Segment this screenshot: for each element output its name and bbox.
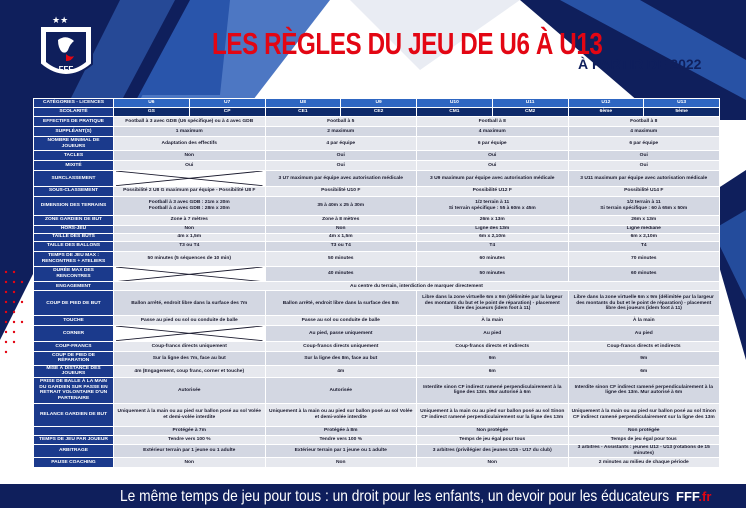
table-cell: 26m x 13m — [417, 215, 569, 225]
table-row — [34, 351, 720, 365]
table-row — [34, 127, 720, 137]
table-cell: Football à 3 avec GDB (U6 spécifique) ou à 4 avec GDB — [114, 117, 266, 127]
table-cell: Non — [265, 225, 417, 233]
table-cell: Ballon arrêté, endroit libre dans la surface des 7m — [114, 291, 266, 316]
row-label: TAILLE DES BUTS — [34, 233, 114, 241]
table-cell: Protégée à 8m — [265, 426, 417, 435]
table-row — [34, 241, 720, 251]
table-cell: 1/2 terrain à 11 Si terrain spécifique : 60 à 65m x 50m — [568, 196, 720, 215]
table-cell: 4m x 1,5m — [114, 233, 266, 241]
table-row — [34, 186, 720, 196]
row-label: SUPPLÉANT(S) — [34, 127, 114, 137]
column-header: CP — [189, 108, 265, 117]
table-cell: 4 par équipe — [265, 137, 417, 151]
table-cell: 2 minutes au milieu de chaque période — [568, 457, 720, 467]
table-cell: 60 minutes — [417, 251, 569, 266]
table-cell: T4 — [417, 241, 569, 251]
table-cell: Coup-francs directs uniquement — [265, 341, 417, 351]
row-label: PRISE DE BALLE À LA MAIN DU GARDIEN SUR PASSE EN RETRAIT VOLONTAIRE D'UN PARTENAIRE — [34, 377, 114, 403]
table-cell: 35 à 40m x 25 à 30m — [265, 196, 417, 215]
table-cell: Libre dans la zone virtuelle 6m x 9m (délimitée par la largeur des montants du but et le point de réparation) - placement libre des joueurs (idem foot à 11) — [568, 291, 720, 316]
table-cell: 4m (Engagement, coup franc, corner et touche) — [114, 365, 266, 377]
table-cell: Adaptation des effectifs — [114, 137, 266, 151]
table-row — [34, 403, 720, 426]
table-cell: Non — [265, 457, 417, 467]
table-cell: Zone à 8 mètres — [265, 215, 417, 225]
table-cell: Autorisée — [265, 377, 417, 403]
fff-crest-logo — [36, 14, 96, 88]
table-cell: Oui — [568, 161, 720, 171]
column-header: U10 — [417, 99, 493, 108]
table-cell: 4m x 1,5m — [265, 233, 417, 241]
table-cell: Football à 3 avec GDB : 21m x 20m Football à 4 avec GDB : 28m x 20m — [114, 196, 266, 215]
table-cell: Extérieur terrain par 1 jeune ou 1 adulte — [114, 444, 266, 457]
column-header: 6ème — [568, 108, 644, 117]
row-label: ENGAGEMENT — [34, 282, 114, 291]
table-cell: 6m x 2,10m — [417, 233, 569, 241]
table-cell: Ligne des 13m — [417, 225, 569, 233]
table-row — [34, 282, 720, 291]
column-header: U9 — [341, 99, 417, 108]
column-header: U7 — [189, 99, 265, 108]
row-label: DURÉE MAX DES RENCONTRES — [34, 266, 114, 282]
table-cell: 6m x 2,10m — [568, 233, 720, 241]
row-label: TAILLE DES BALLONS — [34, 241, 114, 251]
table-cell: T3 ou T4 — [265, 241, 417, 251]
table-cell: Interdite sinon CF indirect ramené perpendiculairement à la ligne des 13m. Mur autorisé à 6m — [417, 377, 569, 403]
table-row — [34, 215, 720, 225]
table-cell: Au pied — [417, 326, 569, 342]
table-cell: Oui — [417, 161, 569, 171]
table-row — [34, 365, 720, 377]
table-cell: Sur la ligne des 7m, face au but — [114, 351, 266, 365]
footer-slogan: Le même temps de jeu pour tous : un droit pour les enfants, un devoir pour les éducateurs — [120, 488, 670, 505]
column-header: CM1 — [417, 108, 493, 117]
table-row — [34, 196, 720, 215]
row-label — [34, 426, 114, 435]
column-header: U8 — [265, 99, 341, 108]
table-cell: Coup-francs directs et indirects — [417, 341, 569, 351]
table-cell: Ballon arrêté, endroit libre dans la surface des 8m — [265, 291, 417, 316]
table-row — [34, 435, 720, 444]
table-cell: Extérieur terrain par 1 jeune ou 1 adulte — [265, 444, 417, 457]
table-cell: 9m — [568, 351, 720, 365]
table-cell: 3 arbitres - Assistants : jeunes U12 - U13 (rotations de 15 minutes) — [568, 444, 720, 457]
row-label: COUP DE PIED DE BUT — [34, 291, 114, 316]
row-label: ZONE GARDIEN DE BUT — [34, 215, 114, 225]
rules-table-container — [33, 98, 719, 468]
table-cell: 50 minutes — [265, 251, 417, 266]
table-cell: À la main — [417, 316, 569, 326]
table-row — [34, 444, 720, 457]
row-label: TEMPS DE JEU PAR JOUEUR — [34, 435, 114, 444]
table-row — [34, 151, 720, 161]
table-cell: Uniquement à la main ou au pied sur ballon posé au sol Sinon CF indirect ramené perpendiculairement sur la ligne des 13m — [568, 403, 720, 426]
not-applicable-cell — [114, 266, 266, 282]
row-label: SURCLASSEMENT — [34, 171, 114, 187]
column-header: CE1 — [265, 108, 341, 117]
row-label: TOUCHE — [34, 316, 114, 326]
fff-logo-suffix: .fr — [698, 489, 712, 504]
table-cell: Zone à 7 mètres — [114, 215, 266, 225]
table-cell: Possibilité U10 F — [265, 186, 417, 196]
column-header: U13 — [644, 99, 720, 108]
table-cell: T4 — [568, 241, 720, 251]
table-cell: 6 par équipe — [417, 137, 569, 151]
table-header-row — [34, 99, 720, 108]
table-cell: 3 U7 maximum par équipe avec autorisation médicale — [265, 171, 417, 187]
table-cell: Temps de jeu égal pour tous — [417, 435, 569, 444]
table-cell: Oui — [417, 151, 569, 161]
row-label: RELANCE GARDIEN DE BUT — [34, 403, 114, 426]
table-row — [34, 266, 720, 282]
table-row — [34, 225, 720, 233]
table-cell: Tendre vers 100 % — [114, 435, 266, 444]
row-label: HORS-JEU — [34, 225, 114, 233]
column-header: CM2 — [492, 108, 568, 117]
column-header: 5ème — [644, 108, 720, 117]
row-label: COUP DE PIED DE RÉPARATION — [34, 351, 114, 365]
table-cell: Oui — [114, 161, 266, 171]
table-cell: 9m — [417, 351, 569, 365]
table-cell: Possibilité U12 F — [417, 186, 569, 196]
table-cell: Au pied — [568, 326, 720, 342]
table-cell: 1 maximum — [114, 127, 266, 137]
table-row — [34, 457, 720, 467]
svg-text:★★: ★★ — [52, 16, 69, 26]
table-cell: Protégée à 7m — [114, 426, 266, 435]
row-label: MIXITÉ — [34, 161, 114, 171]
not-applicable-cell — [114, 171, 266, 187]
table-row — [34, 117, 720, 127]
page-title: LES RÈGLES DU JEU DE U6 À U13 — [212, 26, 603, 61]
page-subtitle: À PARTIR DE 2022 — [578, 56, 702, 72]
table-cell: Au centre du terrain, interdiction de marquer directement — [114, 282, 720, 291]
table-cell: Tendre vers 100 % — [265, 435, 417, 444]
table-cell: 3 U9 maximum par équipe avec autorisation médicale — [417, 171, 569, 187]
crest-text: FFF — [58, 65, 74, 74]
fff-logo-main: FFF — [676, 489, 699, 504]
table-cell: Uniquement à la main ou au pied sur ballon posé au sol Volée et demi-volée interdite — [265, 403, 417, 426]
not-applicable-cell — [114, 326, 266, 342]
table-cell: Passe au pied ou sol ou conduite de balle — [114, 316, 266, 326]
table-cell: Non — [114, 225, 266, 233]
table-cell: 3 U11 maximum par équipe avec autorisation médicale — [568, 171, 720, 187]
table-cell: Uniquement à la main ou au pied sur ballon posé au sol Sinon CF indirect ramené perpendiculairement sur la ligne des 13m — [417, 403, 569, 426]
table-cell: Temps de jeu égal pour tous — [568, 435, 720, 444]
table-cell: Football à 8 — [417, 117, 569, 127]
table-cell: Sur la ligne des 8m, face au but — [265, 351, 417, 365]
table-cell: Oui — [265, 151, 417, 161]
table-cell: 70 minutes — [568, 251, 720, 266]
table-cell: Oui — [265, 161, 417, 171]
row-label: CATÉGORIES - LICENCES — [34, 99, 114, 108]
table-row — [34, 251, 720, 266]
column-header: GS — [114, 108, 190, 117]
table-cell: 2 maximum — [265, 127, 417, 137]
table-header-row — [34, 108, 720, 117]
column-header: U12 — [568, 99, 644, 108]
table-cell: Autorisée — [114, 377, 266, 403]
table-cell: 4 maximum — [568, 127, 720, 137]
table-cell: Non protégée — [568, 426, 720, 435]
table-row — [34, 341, 720, 351]
table-cell: 50 minutes (5 séquences de 10 min) — [114, 251, 266, 266]
row-label: DIMENSION DES TERRAINS — [34, 196, 114, 215]
table-cell: 60 minutes — [568, 266, 720, 282]
table-cell: Non — [417, 457, 569, 467]
row-label: ARBITRAGE — [34, 444, 114, 457]
table-cell: Ligne médiane — [568, 225, 720, 233]
table-cell: 50 minutes — [417, 266, 569, 282]
decorative-dots — [2, 268, 32, 468]
table-row — [34, 377, 720, 403]
table-cell: Au pied, passe uniquement — [265, 326, 417, 342]
table-row — [34, 426, 720, 435]
row-label: CORNER — [34, 326, 114, 342]
table-cell: Non protégée — [417, 426, 569, 435]
table-row — [34, 161, 720, 171]
table-cell: Possibilité 2 U8 G maximum par équipe - Possibilité U8 F — [114, 186, 266, 196]
table-cell: T3 ou T4 — [114, 241, 266, 251]
table-cell: Interdite sinon CF indirect ramené perpendiculairement à la ligne des 13m. Mur autorisé à 6m — [568, 377, 720, 403]
table-cell: 3 arbitres (privilégier des jeunes U15 - U17 du club) — [417, 444, 569, 457]
table-cell: Libre dans la zone virtuelle 6m x 9m (délimitée par la largeur des montants du but et le point de réparation) - placement libre des joueurs (idem foot à 11) — [417, 291, 569, 316]
table-cell: 6 par équipe — [568, 137, 720, 151]
table-cell: Football à 8 — [568, 117, 720, 127]
column-header: CE2 — [341, 108, 417, 117]
table-cell: 4m — [265, 365, 417, 377]
table-cell: 4 maximum — [417, 127, 569, 137]
row-label: SOUS-CLASSEMENT — [34, 186, 114, 196]
row-label: EFFECTIFS DE PRATIQUE — [34, 117, 114, 127]
table-cell: Passe au sol ou conduite de balle — [265, 316, 417, 326]
fff-fr-logo — [676, 489, 711, 504]
row-label: MISE À DISTANCE DES JOUEURS — [34, 365, 114, 377]
table-cell: 1/2 terrain à 11 Si terrain spécifique : 55 à 60m x 45m — [417, 196, 569, 215]
table-cell: 26m x 13m — [568, 215, 720, 225]
row-label: COUP-FRANCS — [34, 341, 114, 351]
table-cell: Uniquement à la main ou au pied sur ballon posé au sol Volée et demi-volée interdite — [114, 403, 266, 426]
row-label: TEMPS DE JEU MAX : RENCONTRES + ATELIERS — [34, 251, 114, 266]
table-row — [34, 326, 720, 342]
table-cell: À la main — [568, 316, 720, 326]
table-cell: Non — [114, 151, 266, 161]
table-cell: Oui — [568, 151, 720, 161]
table-cell: 6m — [417, 365, 569, 377]
table-row — [34, 233, 720, 241]
table-cell: Coup-francs directs uniquement — [114, 341, 266, 351]
table-cell: Football à 5 — [265, 117, 417, 127]
table-row — [34, 171, 720, 187]
row-label: TACLES — [34, 151, 114, 161]
table-row — [34, 316, 720, 326]
rules-table — [33, 98, 720, 468]
table-cell: Possibilité U14 F — [568, 186, 720, 196]
column-header: U6 — [114, 99, 190, 108]
table-row — [34, 137, 720, 151]
table-cell: Coup-francs directs et indirects — [568, 341, 720, 351]
row-label: NOMBRE MINIMAL DE JOUEURS — [34, 137, 114, 151]
column-header: U11 — [492, 99, 568, 108]
row-label: PAUSE COACHING — [34, 457, 114, 467]
table-cell: 40 minutes — [265, 266, 417, 282]
table-cell: Non — [114, 457, 266, 467]
row-label: SCOLARITÉ — [34, 108, 114, 117]
table-row — [34, 291, 720, 316]
table-cell: 6m — [568, 365, 720, 377]
